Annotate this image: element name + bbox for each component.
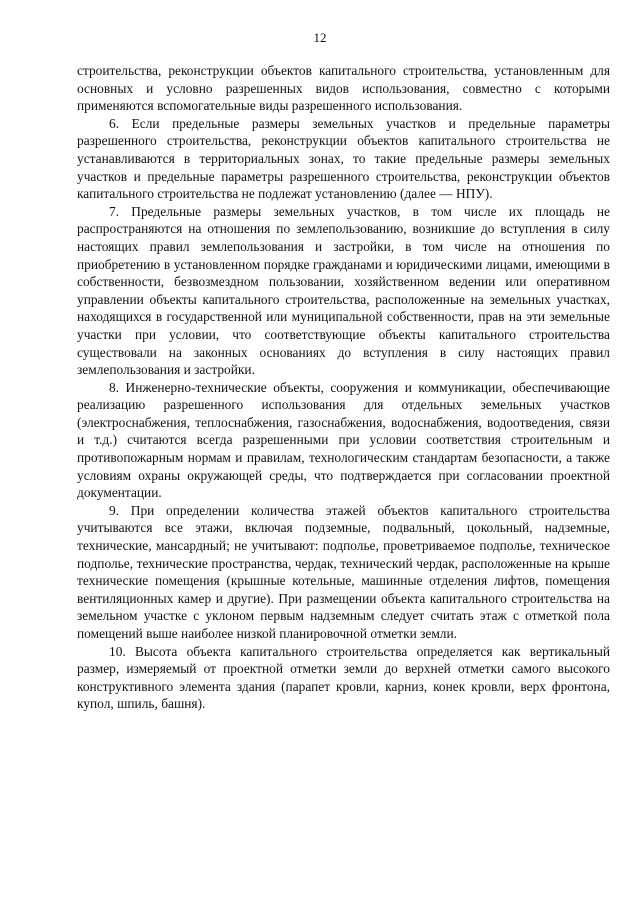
paragraph-continuation: строительства, реконструкции объектов капитального строительства, установленным для основных и условно разрешенных видов использования, совместно с которыми применяются вспомогательные виды разрешенного использования. — [77, 63, 610, 114]
paragraph-10: 10. Высота объекта капитального строительства определяется как вертикальный размер, измеряемый от проектной отметки земли до верхней отметки самого высокого конструктивного элемента здания (парапет кровли, карниз, конек кровли, верх фронтона, купол, шпиль, башня). — [77, 643, 610, 712]
paragraph-9: 9. При определении количества этажей объектов капитального строительства учитываются все этажи, включая подземные, подвальный, цокольный, надземные, технические, мансардный; не учитывают: подполье, проветриваемое подполье, техническое подполье, технические пространства, чердак, технический чердак, расположенные на крыше технические помещения (крышные котельные, машинные отделения лифтов, помещения вентиляционных камер и другие). При размещении объекта капитального строительства на земельном участке с уклоном первым надземным следует считать этаж с отметкой пола помещений выше наиболее низкой планировочной отметки земли. — [77, 502, 610, 641]
paragraph-8: 8. Инженерно-технические объекты, сооружения и коммуникации, обеспечивающие реализацию разрешенного использования для отдельных земельных участков (электроснабжения, теплоснабжения, газоснабжения, водоснабжения, водоотведения, связи и т.д.) считаются всегда разрешенными при условии соответствия строительным и противопожарным нормам и правилам, технологическим стандартам безопасности, а также условиям охраны окружающей среды, что подтверждается при согласовании проектной документации. — [77, 379, 610, 501]
paragraph-7: 7. Предельные размеры земельных участков, в том числе их площадь не распространяются на отношения по землепользованию, возникшие до вступления в силу настоящих правил землепользования и застройки, в том числе на отношения по приобретению в установленном порядке гражданами и юридическими лицами, имеющими в собственности, безвозмездном пользовании, хозяйственном ведении или оперативном управлении объекты капитального строительства, расположенные на земельных участках, находящихся в государственной или муниципальной собственности, прав на эти земельные участки при условии, что соответствующие объекты капитального строительства существовали на законных основаниях до вступления в силу настоящих правил землепользования и застройки. — [77, 203, 610, 378]
page-number: 12 — [313, 30, 327, 45]
document-body — [77, 62, 610, 713]
paragraph-6: 6. Если предельные размеры земельных участков и предельные параметры разрешенного строительства, реконструкции объектов капитального строительства не устанавливаются в территориальных зонах, то такие предельные размеры земельных участков и предельные параметры разрешенного строительства, реконструкции объектов капитального строительства не подлежат установлению (далее — НПУ). — [77, 115, 610, 202]
